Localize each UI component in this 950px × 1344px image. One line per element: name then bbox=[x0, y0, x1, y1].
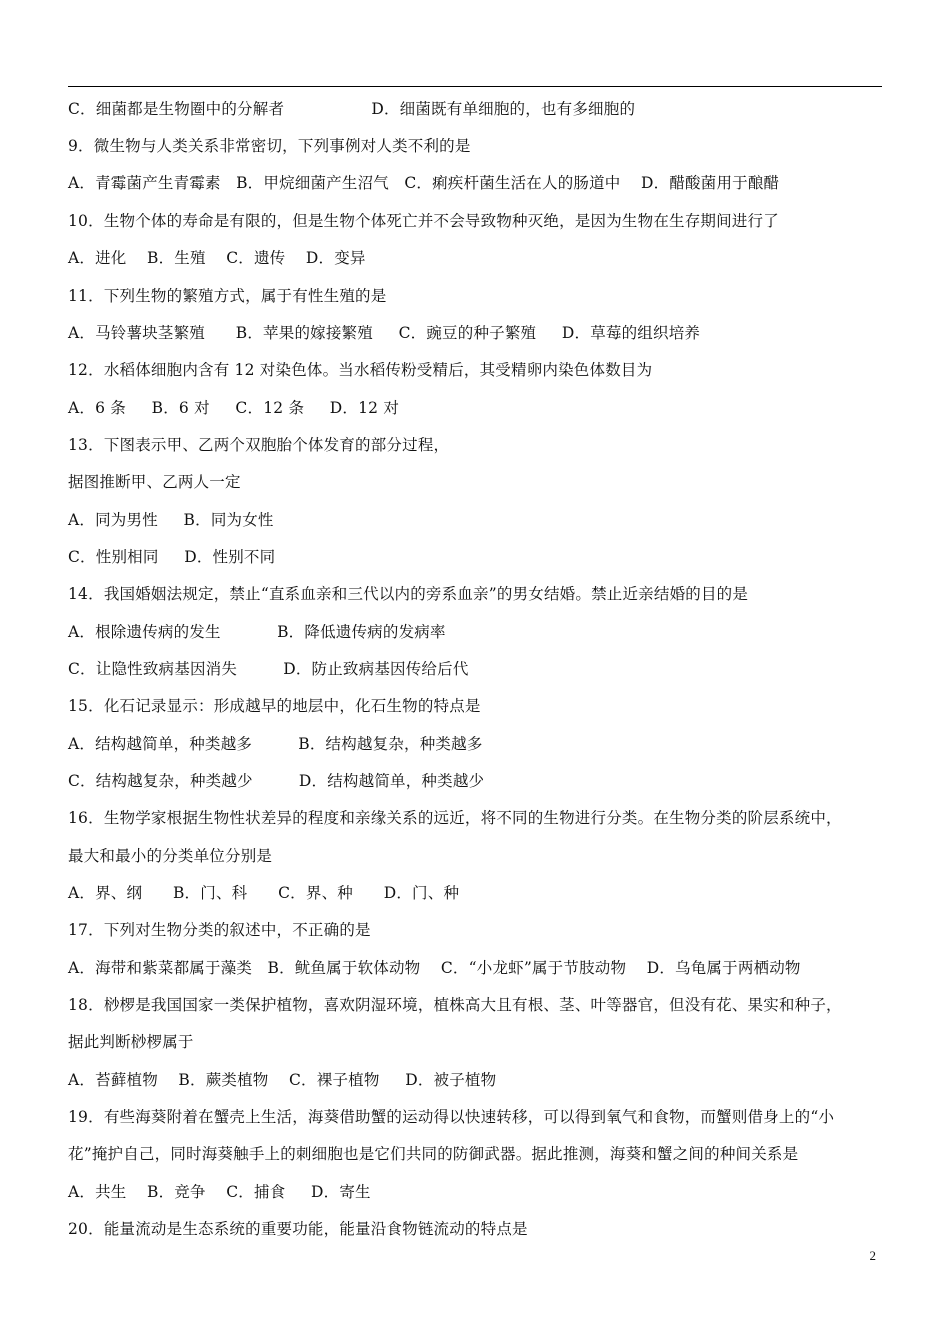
text-line: A．界、纲 B．门、科 C．界、种 D．门、种 bbox=[68, 884, 460, 902]
text-line: 10．生物个体的寿命是有限的，但是生物个体死亡并不会导致物种灭绝，是因为生物在生存期间进行了 bbox=[68, 212, 779, 230]
text-line: 15．化石记录显示：形成越早的地层中，化石生物的特点是 bbox=[68, 697, 481, 715]
text-line: 16．生物学家根据生物性状差异的程度和亲缘关系的远近，将不同的生物进行分类。在生物分类的阶层系统中， bbox=[68, 809, 842, 827]
text-line: A．根除遗传病的发生 B．降低遗传病的发病率 bbox=[68, 623, 446, 641]
text-line: 9．微生物与人类关系非常密切，下列事例对人类不利的是 bbox=[68, 137, 471, 155]
text-line: 最大和最小的分类单位分别是 bbox=[68, 847, 273, 865]
text-line: 13．下图表示甲、乙两个双胞胎个体发育的部分过程， bbox=[68, 436, 450, 454]
text-line: A．6 条 B．6 对 C．12 条 D．12 对 bbox=[68, 399, 400, 417]
text-line: A．进化 B．生殖 C．遗传 D．变异 bbox=[68, 249, 366, 267]
text-line: 14．我国婚姻法规定，禁止“直系血亲和三代以内的旁系血亲”的男女结婚。禁止近亲结婚的目的是 bbox=[68, 585, 749, 603]
text-line: 18．桫椤是我国国家一类保护植物，喜欢阴湿环境，植株高大且有根、茎、叶等器官，但没有花、果实和种子， bbox=[68, 996, 842, 1014]
text-line: A．共生 B．竞争 C．捕食 D．寄生 bbox=[68, 1183, 371, 1201]
text-line: C．细菌都是生物圈中的分解者 D．细菌既有单细胞的，也有多细胞的 bbox=[68, 100, 636, 118]
text-line: 11．下列生物的繁殖方式，属于有性生殖的是 bbox=[68, 287, 387, 305]
text-line: 花”掩护自己，同时海葵触手上的刺细胞也是它们共同的防御武器。据此推测，海葵和蟹之间的种间关系是 bbox=[68, 1145, 799, 1163]
text-line: A．结构越简单，种类越多 B．结构越复杂，种类越多 bbox=[68, 735, 483, 753]
text-line: 据此判断桫椤属于 bbox=[68, 1033, 194, 1051]
header-rule bbox=[68, 86, 882, 87]
text-line: 20．能量流动是生态系统的重要功能，能量沿食物链流动的特点是 bbox=[68, 1220, 528, 1238]
text-line: C．结构越复杂，种类越少 D．结构越简单，种类越少 bbox=[68, 772, 485, 790]
page-number: 2 bbox=[869, 1248, 876, 1263]
text-line: A．马铃薯块茎繁殖 B．苹果的嫁接繁殖 C．豌豆的种子繁殖 D．草莓的组织培养 bbox=[68, 324, 701, 342]
text-line: 19．有些海葵附着在蟹壳上生活，海葵借助蟹的运动得以快速转移，可以得到氧气和食物，而蟹则借身上的“小 bbox=[68, 1108, 835, 1126]
text-line: 12．水稻体细胞内含有 12 对染色体。当水稻传粉受精后，其受精卵内染色体数目为 bbox=[68, 361, 653, 379]
text-line: 17．下列对生物分类的叙述中，不正确的是 bbox=[68, 921, 371, 939]
text-line: A．苔藓植物 B．蕨类植物 C．裸子植物 D．被子植物 bbox=[68, 1071, 497, 1089]
text-line: 据图推断甲、乙两人一定 bbox=[68, 473, 241, 491]
text-line: A．青霉菌产生青霉素 B．甲烷细菌产生沼气 C．痢疾杆菌生活在人的肠道中 D．醋酸菌用于酿醋 bbox=[68, 174, 780, 192]
text-line: C．让隐性致病基因消失 D．防止致病基因传给后代 bbox=[68, 660, 469, 678]
text-line: A．同为男性 B．同为女性 bbox=[68, 511, 274, 529]
text-line: A．海带和紫菜都属于藻类 B．鱿鱼属于软体动物 C．“小龙虾”属于节肢动物 D．乌龟属于两栖动物 bbox=[68, 959, 801, 977]
text-line: C．性别相同 D．性别不同 bbox=[68, 548, 276, 566]
